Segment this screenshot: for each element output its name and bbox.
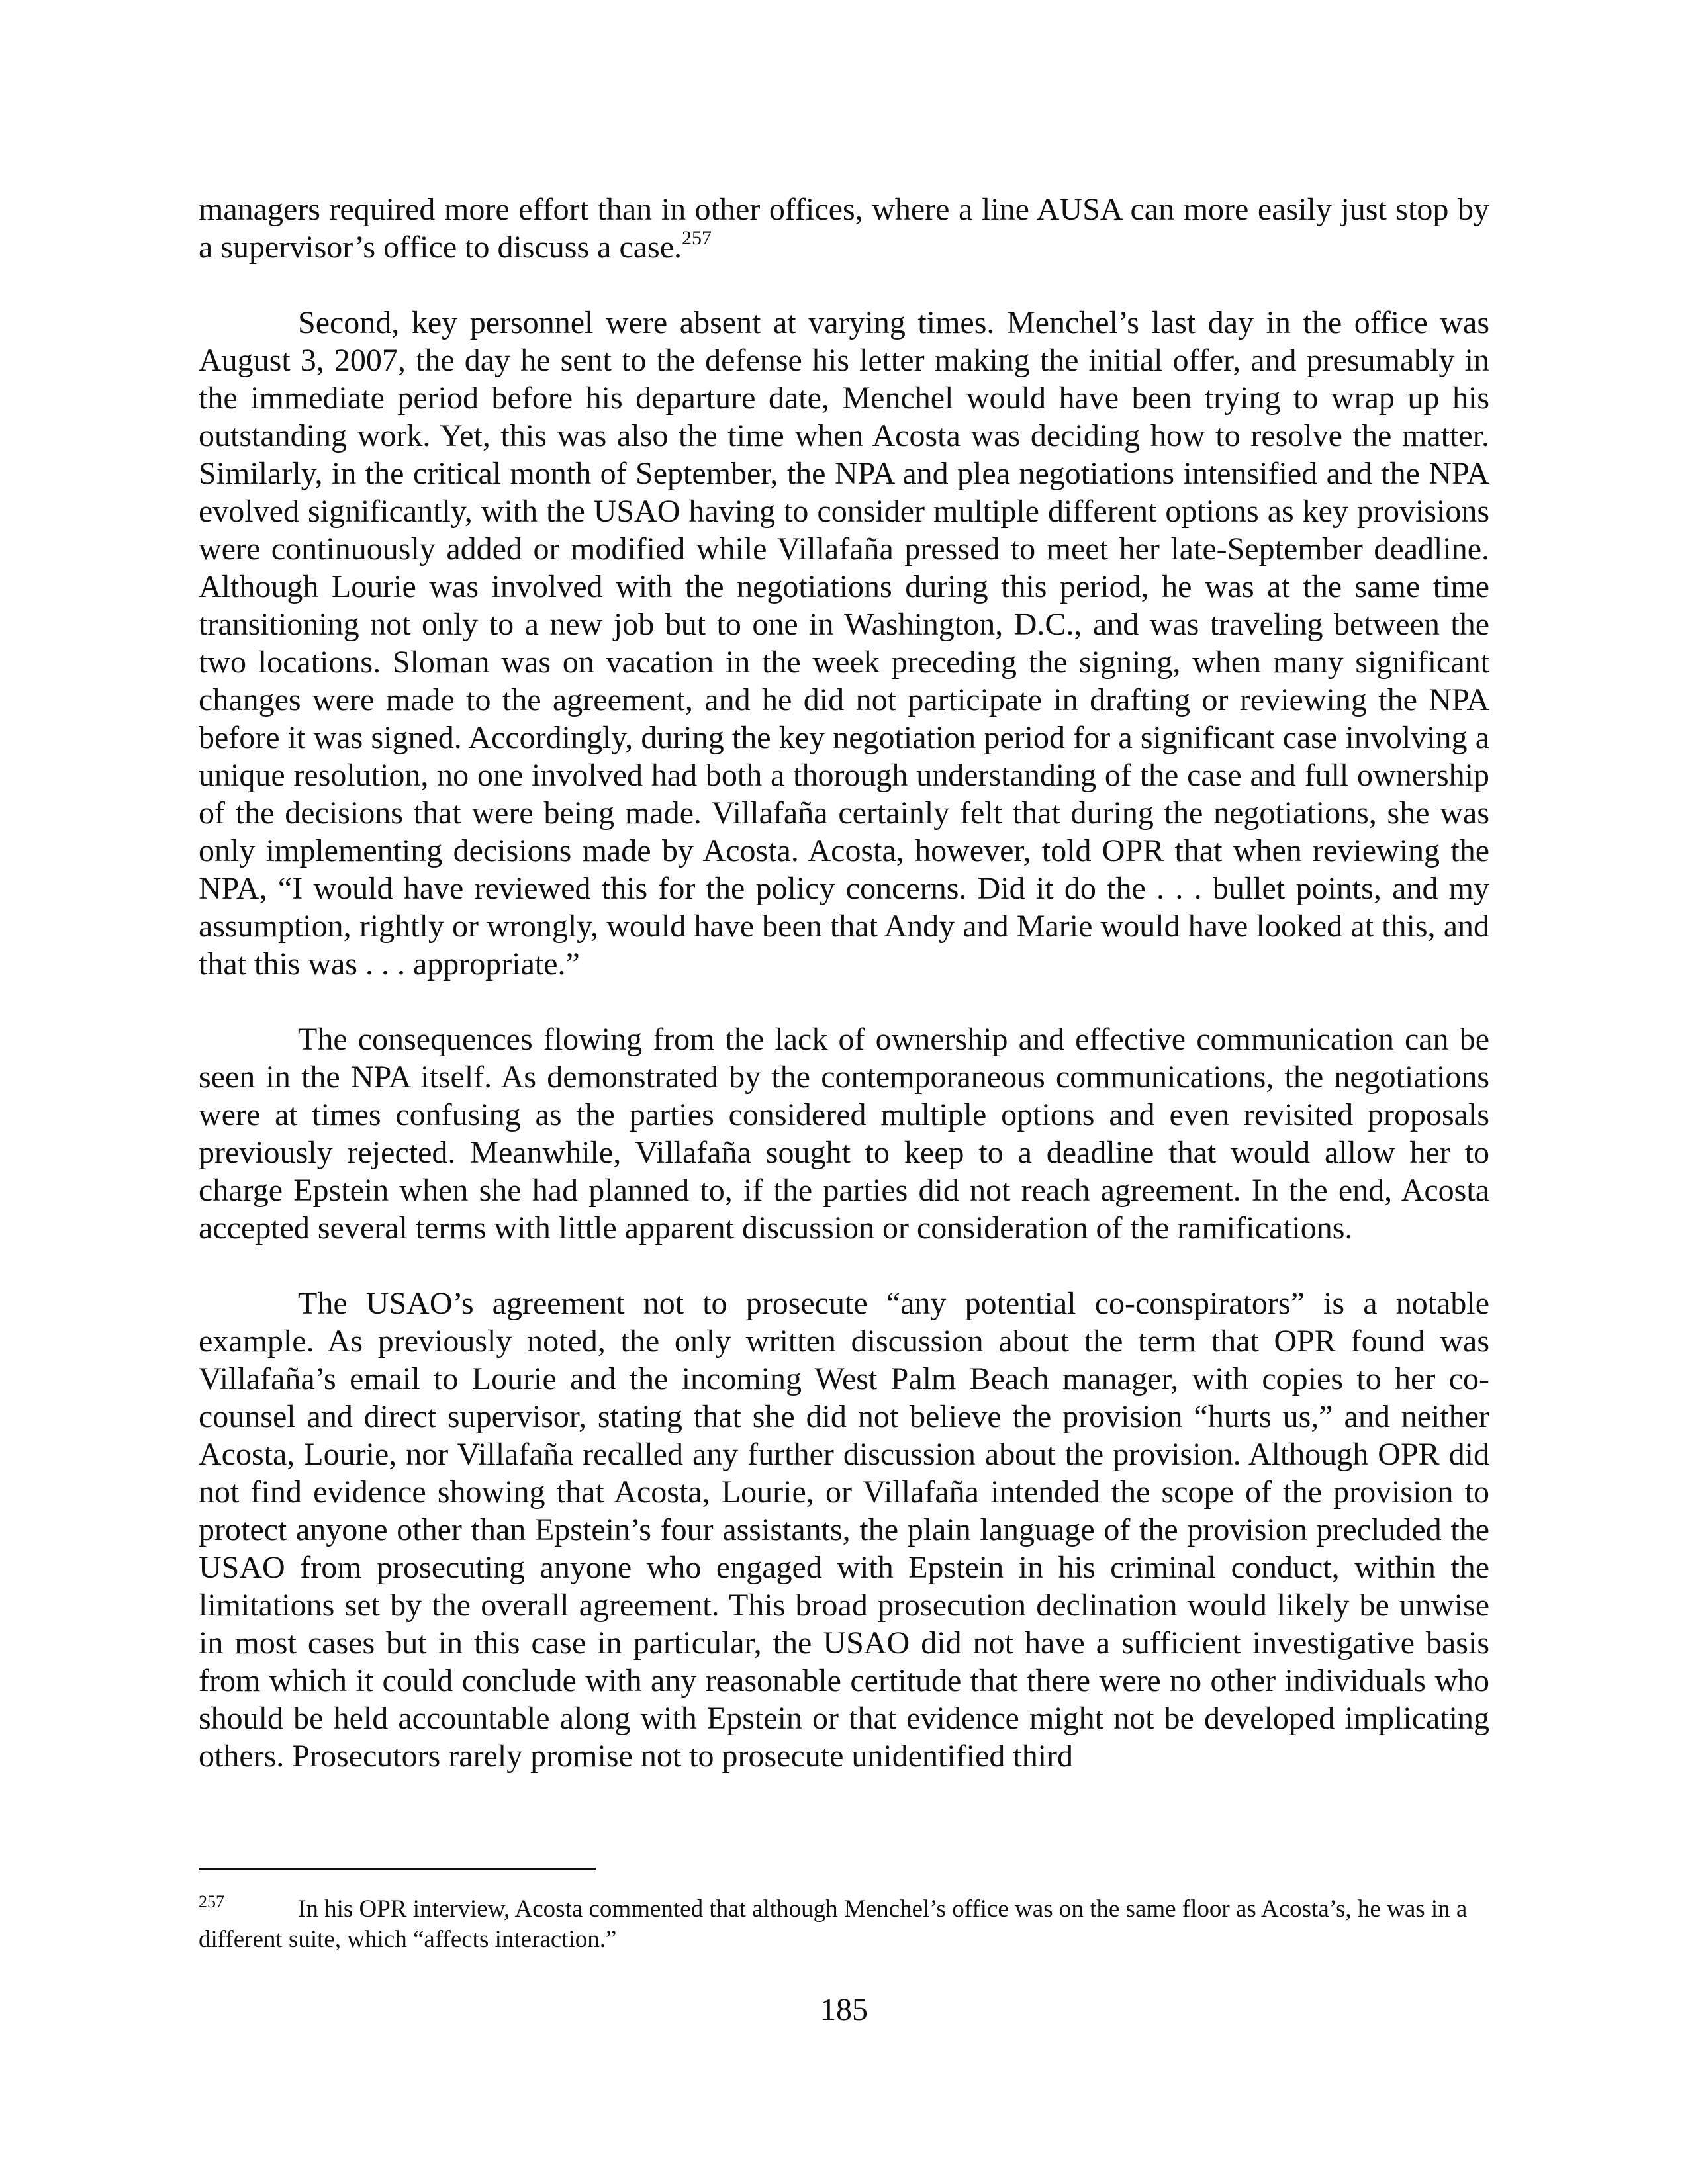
paragraph-3: The consequences flowing from the lack of ownership and effective communication can be seen in the NPA itself. As demonstrated by the contemporaneous communications, the negotiations were at times confusing as the parties considered multiple options and even revisited proposals previously rejected. Meanwhile, Villafaña sought to keep to a deadline that would allow her to charge Epstein when she had planned to, if the parties did not reach agreement. In the end, Acosta accepted several terms with little apparent discussion or consideration of the ramifications. <box>199 1022 1489 1246</box>
page-number: 185 <box>820 1992 868 2027</box>
paragraph-2: Second, key personnel were absent at varying times. Menchel’s last day in the office was August 3, 2007, the day he sent to the defense his letter making the initial offer, and presumably in the immediate period before his departure date, Menchel would have been trying to wrap up his outstanding work. Yet, this was also the time when Acosta was deciding how to resolve the matter. Similarly, in the critical month of September, the NPA and plea negotiations intensified and the NPA evolved significantly, with the USAO having to consider multiple different options as key provisions were continuously added or modified while Villafaña pressed to meet her late-September deadline. Although Lourie was involved with the negotiations during this period, he was at the same time transitioning not only to a new job but to one in Washington, D.C., and was traveling between the two locations. Sloman was on vacation in the week preceding the signing, when many significant changes were made to the agreement, and he did not participate in drafting or reviewing the NPA before it was signed. Accordingly, during the key negotiation period for a significant case involving a unique resolution, no one involved had both a thorough understanding of the case and full ownership of the decisions that were being made. Villafaña certainly felt that during the negotiations, she was only implementing decisions made by Acosta. Acosta, however, told OPR that when reviewing the NPA, “I would have reviewed this for the policy concerns. Did it do the . . . bullet points, and my assumption, rightly or wrongly, would have been that Andy and Marie would have looked at this, and that this was . . . appropriate.” <box>199 305 1489 981</box>
paragraph-continuation <box>199 191 1489 266</box>
footnote: 257 In his OPR interview, Acosta commented that although Menchel’s office was on the same floor as Acosta’s, he was in a different suite, which “affects interaction.” <box>199 1892 1468 1953</box>
footnote-separator <box>199 1868 596 1870</box>
body-text <box>199 191 1489 1813</box>
footnote-text: In his OPR interview, Acosta commented that although Menchel’s office was on the same floor as Acosta’s, he was in a different suite, which “affects interaction.” <box>199 1895 1468 1953</box>
footnote-reference: 257 <box>682 227 712 249</box>
paragraph-4: The USAO’s agreement not to prosecute “any potential co-conspirators” is a notable example. As previously noted, the only written discussion about the term that OPR found was Villafaña’s email to Lourie and the incoming West Palm Beach manager, with copies to her co-counsel and direct supervisor, stating that she did not believe the provision “hurts us,” and neither Acosta, Lourie, nor Villafaña recalled any further discussion about the provision. Although OPR did not find evidence showing that Acosta, Lourie, or Villafaña intended the scope of the provision to protect anyone other than Epstein’s four assistants, the plain language of the provision precluded the USAO from prosecuting anyone who engaged with Epstein in his criminal conduct, within the limitations set by the overall agreement. This broad prosecution declination would likely be unwise in most cases but in this case in particular, the USAO did not have a sufficient investigative basis from which it could conclude with any reasonable certitude that there were no other individuals who should be held accountable along with Epstein or that evidence might not be developed implicating others. Prosecutors rarely promise not to prosecute unidentified third <box>199 1286 1489 1774</box>
paragraph-1-text: managers required more effort than in other offices, where a line AUSA can more easily just stop by a supervisor’s office to discuss a case. <box>199 192 1489 265</box>
